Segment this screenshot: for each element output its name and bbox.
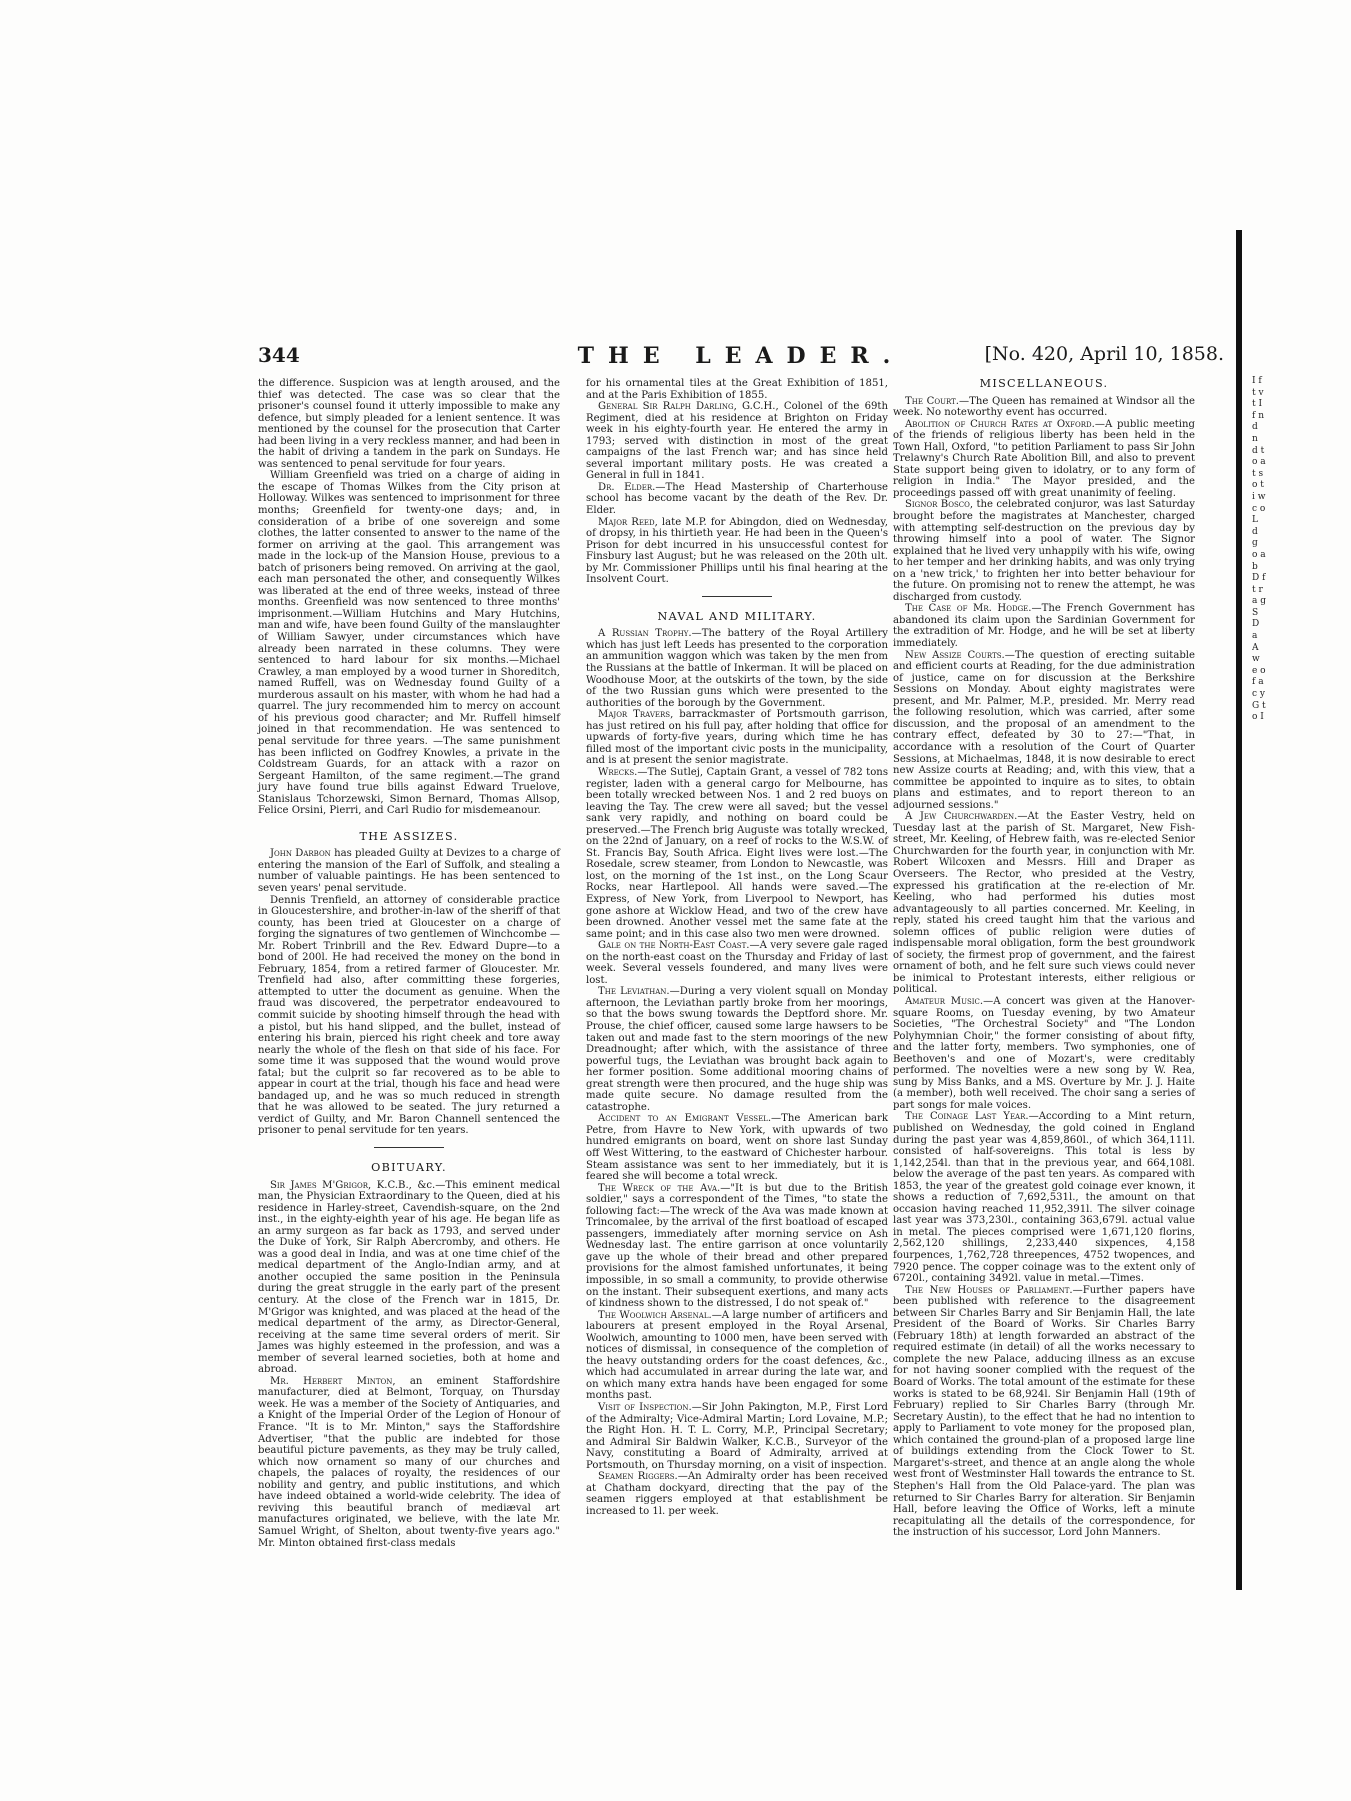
paragraph-body: barrackmaster of Portsmouth garrison, has just retired on his full pay, after holding that office for upwards of forty-five years, during which time he has filled most of the important civic posts in the municipality, and is at present the senior magistrate. — [586, 709, 888, 767]
lead-in: Accident to an Emigrant Vessel. — [598, 1113, 772, 1125]
paragraph-body: —The Queen has remained at Windsor all the week. No noteworthy event has occurred. — [893, 395, 1195, 419]
article-paragraph — [893, 650, 1195, 812]
lead-in: The Wreck of the Ava. — [598, 1182, 721, 1194]
section-divider — [702, 596, 772, 597]
section-heading-assizes: THE ASSIZES. — [359, 829, 459, 843]
lead-in: New Assize Courts. — [905, 649, 1005, 661]
article-paragraph: Dennis Trenfield, an attorney of considerable practice in Gloucestershire, and brother-in-law of the sheriff of that county, has been tried at Gloucester on a charge of forging the signatures of two gentlemen of Winchcombe —Mr. Robert Trinbrill and the Rev. Edward Dupre—to a bond of 200l. He had received the money on the bond in February, 1854, from a retired farmer of Gloucester. Mr. Trenfield had also, after committing these forgeries, attempted to utter the document as genuine. When the fraud was discovered, the perpetrator endeavoured to commit suicide by shooting himself through the head with a pistol, but his hand slipped, and the bullet, instead of entering his brain, pierced his right cheek and tore away nearly the whole of the flesh on that side of his face. For some time it was supposed that the wound would prove fatal; but the culprit so far recovered as to be able to appear in court at the trial, though his face and head were bandaged up, and he was so much reduced in strength that he was allowed to be seated. The jury returned a verdict of Guilty, and Mr. Baron Channell sentenced the prisoner to penal servitude for ten years. — [258, 894, 560, 1137]
lead-in: A Jew Churchwarden. — [905, 811, 1018, 823]
article-paragraph — [586, 1402, 888, 1471]
lead-in: The Case of Mr. Hodge. — [905, 603, 1032, 615]
paragraph-body: Colonel of the 69th Regiment, died at his residence at Brighton on Friday week in his eighty-fourth year. He entered the army in 1793; served with distinction in most of the great campaigns of the last French war; and has since held several important military posts. He was created a General in full in 1841. — [586, 401, 888, 482]
paragraph-body: an eminent Staffordshire manufacturer, died at Belmont, Torquay, on Thursday week. He was a member of the Society of Antiquaries, and a Knight of the Imperial Order of the Legion of Honour of France. "It is to Mr. Minton," says the Staffordshire Advertiser, "that the public are indebted for those beautiful picture pavements, as they may be truly called, which now ornament so many of our churches and chapels, the palaces of royalty, the residences of our nobility and gentry, and public institutions, and which have indeed obtained a world-wide celebrity. The idea of reviving this beautiful branch of mediæval art manufactures originated, we believe, with the late Mr. Samuel Wright, of Shelton, about twenty-five years ago." Mr. Minton obtained first-class medals — [258, 1375, 560, 1549]
article-paragraph — [258, 848, 560, 894]
paragraph-body: has pleaded Guilty at Devizes to a charge of entering the mansion of the Earl of Suffolk, and stealing a number of valuable paintings. He has been sentenced to seven years' penal servitude. — [258, 848, 560, 894]
column-2 — [586, 378, 888, 1801]
lead-in: The Court. — [905, 395, 959, 407]
masthead-title: THE LEADER. — [577, 343, 905, 369]
lead-in: Major Travers, — [598, 709, 674, 721]
article-paragraph — [893, 499, 1195, 603]
paragraph-body: —A concert was given at the Hanover-square Rooms, on Tuesday evening, by two Amateur Societies, "The Orchestral Society" and "The London Polyhymnian Choir," the former consisting of about fifty, and the latter forty, members. Two symphonies, one of Beethoven's and one of Mozart's, were creditably performed. The novelties were a new song by W. Rea, sung by Miss Banks, and a MS. Overture by Mr. J. J. Haite (a member), both well received. The choir sang a series of part songs for male voices. — [893, 995, 1195, 1111]
lead-in: Signor Bosco, — [905, 499, 974, 511]
lead-in: The Leviathan. — [598, 986, 670, 998]
article-paragraph — [586, 628, 888, 709]
lead-in: Visit of Inspection. — [598, 1402, 692, 1414]
paragraph-body: the celebrated conjuror, was last Saturday brought before the magistrates at Manchester, charged with attempting self-destruction on the previous day by throwing himself into a pool of water. The Signor explained that he lived very unhappily with his wife, owing to her temper and her drinking habits, and was only trying on a 'new trick,' to frighten her into better behaviour for the future. On promising not to renew the attempt, he was discharged from custody. — [893, 499, 1195, 603]
lead-in: The Coinage Last Year. — [905, 1111, 1029, 1123]
paragraph-body: —A large number of artificers and labourers at present employed in the Royal Arsenal, Woolwich, amounting to 1000 men, have been served with notices of dismissal, in consequence of the completion of the heavy outstanding orders for the coast defences, &c., which had accumulated in arrear during the late war, and on which many extra hands have been engaged for some months past. — [586, 1309, 888, 1402]
paragraph-body: —The Head Mastership of Charterhouse school has become vacant by the death of the Rev. Dr. Elder. — [586, 481, 888, 517]
lead-in: Dr. Elder. — [598, 481, 656, 493]
lead-in: Amateur Music. — [905, 995, 984, 1007]
lead-in: Major Reed, — [598, 516, 658, 528]
article-paragraph — [586, 1471, 888, 1517]
paragraph-body: —An Admiralty order has been received at Chatham dockyard, directing that the pay of the seamen riggers employed at that establishment be increased to 1l. per week. — [586, 1471, 889, 1517]
page-number: 344 — [258, 343, 300, 367]
paragraph-body: —During a very violent squall on Monday afternoon, the Leviathan partly broke from her moorings, so that the bows swung towards the Deptford shore. Mr. Prouse, the chief officer, caused some large hawsers to be taken out and made fast to the stern moorings of the new Dreadnought; after which, with the assistance of three powerful tugs, the Leviathan was brought back again to her former position. Some additional mooring chains of great strength were then procured, and the huge ship was made quite secure. No damage resulted from the catastrophe. — [586, 986, 889, 1113]
adjacent-page-fragment: I f t v t I f n d n d t o a t s o t i w c o L d g o a b D f t r a g S D a A w e o f a c y G t o I — [1252, 376, 1266, 723]
paragraph-body: —The battery of the Royal Artillery which has just left Leeds has presented to the corporation an ammunition waggon which was taken by the men from the Russians at the battle of Inkerman. It will be placed on Woodhouse Moor, at the outskirts of the town, by the side of the two Russian guns which were presented to the authorities of the borough by the Government. — [586, 628, 888, 709]
article-paragraph — [586, 709, 888, 767]
paragraph-body: —Sir John Pakington, M.P., First Lord of the Admiralty; Vice-Admiral Martin; Lord Lovaine, M.P.; the Right Hon. H. T. L. Corry, M.P., Principal Secretary; and Admiral Sir Baldwin Walker, K.C.B., Surveyor of the Navy, constituting a Board of Admiralty, arrived at Portsmouth, on Thursday morning, on a visit of inspection. — [586, 1402, 888, 1471]
article-paragraph — [893, 1111, 1195, 1284]
paragraph-body: —A public meeting of the friends of religious liberty has been held in the Town Hall, Oxford, "to petition Parliament to pass Sir John Trelawny's Church Rate Abolition Bill, and also to prevent State support being given to idolatry, or to any form of religion in India." The Mayor presided, and the proceedings passed off with great unanimity of feeling. — [893, 418, 1195, 499]
lead-in: The New Houses of Parliament. — [905, 1284, 1073, 1296]
lead-in: A Russian Trophy. — [598, 628, 692, 640]
paragraph-body: —The American bark Petre, from Havre to New York, with upwards of two hundred emigrants on board, went on shore last Sunday off West Wittering, to the eastward of Chichester harbour. Steam assistance was sent to her immediately, but it is feared she will become a total wreck. — [586, 1113, 888, 1183]
binding-edge — [1236, 230, 1242, 1590]
section-heading-naval: NAVAL AND MILITARY. — [657, 609, 817, 623]
lead-in: The Woolwich Arsenal. — [598, 1309, 712, 1321]
paragraph-body: —"It is but due to the British soldier," says a correspondent of the Times, "to state the following fact:—The wreck of the Ava was made known at Trincomalee, by the arrival of the first boatload of escaped passengers, immediately after morning service on Ash Wednesday last. The entire garrison at once voluntarily gave up the whole of their bread and other prepared provisions for the almost famished unfortunates, it being impossible, in so small a community, to provide otherwise on the instant. Their subsequent exertions, and many acts of kindness shown to the distressed, I do not speak of." — [586, 1182, 889, 1310]
paragraph-body: —The Sutlej, Captain Grant, a vessel of 782 tons register, laden with a general cargo for Melbourne, has been totally wrecked between Nos. 1 and 2 red buoys on leaving the Tay. The crew were all saved; but the vessel sank very rapidly, and nothing on board could be preserved.—The French brig Auguste was totally wrecked, on the 22nd of January, on a reef of rocks to the W.S.W. of St. Francis Bay, South Africa. Eight lives were lost.—The Rosedale, screw steamer, from London to Newcastle, was lost, on the morning of the 1st inst., on the Long Scaur Rocks, near Hartlepool. All hands were saved.—The Express, of New York, from Liverpool to Newport, has gone ashore at Wicklow Head, and two of the crew have been drowned. Another vessel met the same fate at the same point; and in this case also two men were drowned. — [586, 766, 888, 940]
column-3 — [893, 378, 1195, 1801]
paragraph-body: —A very severe gale raged on the north-east coast on the Thursday and Friday of last week. Several vessels foundered, and many lives were lost. — [586, 940, 888, 986]
article-paragraph — [893, 419, 1195, 500]
paragraph-body: late M.P. for Abingdon, died on Wednesday, of dropsy, in his thirtieth year. He had been in the Queen's Prison for debt incurred in his unsuccessful contest for Finsbury last August; but he was released on the 20th ult. by Mr. Commissioner Phillips until his final hearing at the Insolvent Court. — [586, 516, 888, 586]
article-paragraph — [893, 996, 1195, 1111]
article-paragraph — [586, 517, 888, 586]
article-paragraph: the difference. Suspicion was at length aroused, and the thief was detected. The case was so clear that the prisoner's counsel found it utterly impossible to make any defence, but simply pleaded for a lenient sentence. It was mentioned by the counsel for the prosecution that Carter had been living in a very reckless manner, and had been in the habit of driving a tandem in the park on Sundays. He was sentenced to penal servitude for four years. — [258, 378, 560, 470]
article-paragraph — [586, 401, 888, 482]
lead-in: John Darbon — [270, 848, 331, 860]
lead-in: Seamen Riggers. — [598, 1471, 678, 1483]
article-paragraph — [586, 1183, 888, 1310]
article-paragraph — [893, 396, 1195, 419]
paragraph-body: —The French Government has abandoned its claim upon the Sardinian Government for the extradition of Mr. Hodge, and he will be set at liberty immediately. — [893, 603, 1195, 650]
article-paragraph — [893, 811, 1195, 996]
issue-line: [No. 420, April 10, 1858. — [984, 343, 1224, 365]
article-paragraph — [258, 1180, 560, 1376]
paragraph-body: —At the Easter Vestry, held on Tuesday last at the parish of St. Margaret, New Fish-street, Mr. Keeling, of Hebrew faith, was re-elected Senior Churchwarden for the fourth year, in conjunction with Mr. Robert Wilcoxen and Messrs. Hill and Draper as Overseers. The Rector, who presided at the Vestry, expressed his gratification at the re-election of Mr. Keeling, who had performed his duties most advantageously to all parties concerned. Mr. Keeling, in reply, stated his creed taught him that the various and solemn offices of public religion were duties of indispensable moral obligation, form the best groundwork of society, the firmest prop of government, and the fairest ornament of both, and he felt sure such views could never be inimical to Protestant interests, either religious or political. — [893, 811, 1195, 996]
column-1 — [258, 378, 560, 1801]
paragraph-body: —The question of erecting suitable and efficient courts at Reading, for the due administration of justice, came on for discussion at the Berkshire Sessions on Monday. About eighty magistrates were present, and Mr. Palmer, M.P., presided. Mr. Merry read the following resolution, which was carried, after some discussion, and the proposal of an amendment to the contrary effect, defeated by 30 to 27:—"That, in accordance with a resolution of the Court of Quarter Sessions, at Michaelmas, 1848, it is now desirable to erect new Assize courts at Reading; and, with this view, that a committee be appointed to inquire as to sites, to obtain plans and estimates, and to report thereon to an adjourned sessions." — [893, 649, 1196, 811]
paragraph-body: —According to a Mint return, published on Wednesday, the gold coined in England during the past year was 4,859,860l., of which 364,111l. consisted of half-sovereigns. This total is less by 1,142,254l. than that in the previous year, and 664,108l. below the average of the past ten years. As compared with 1853, the year of the greatest gold coinage ever known, it shows a reduction of 7,692,531l., the amount on that occasion having reached 11,952,391l. The silver coinage last year was 373,230l., containing 363,679l. actual value in metal. The pieces comprised were 1,671,120 florins, 2,562,120 shillings, 2,233,440 sixpences, 4,158 fourpences, 1,762,728 threepences, 4752 twopences, and 7920 pence. The copper coinage was to the extent only of 6720l., containing 3492l. value in metal.—Times. — [893, 1111, 1195, 1285]
article-paragraph: for his ornamental tiles at the Great Exhibition of 1851, and at the Paris Exhibition of 1855. — [586, 378, 888, 401]
article-paragraph: William Greenfield was tried on a charge of aiding in the escape of Thomas Wilkes from the City prison at Holloway. Wilkes was sentenced to imprisonment for three months; Greenfield for twenty-one days; and, in consideration of a bribe of one sovereign and some clothes, the latter consented to answer to the name of the former on arriving at the gaol. This arrangement was made in the lock-up of the Mansion House, previous to a batch of prisoners being removed. On arriving at the gaol, each man personated the other, and consequently Wilkes was liberated at the end of three weeks, instead of three months. Greenfield was now sentenced to three months' imprisonment.—William Hutchins and Mary Hutchins, man and wife, have been found Guilty of the manslaughter of William Sawyer, under circumstances which have already been narrated in these columns. They were sentenced to hard labour for six months.—Michael Crawley, a man employed by a wood turner in Shoreditch, named Ruffell, was on Wednesday found Guilty of a murderous assault on his master, with whom he had had a quarrel. The jury recommended him to mercy on account of his previous good character; and Mr. Ruffell himself joined in that recommendation. He was sentenced to penal servitude for three years. —The same punishment has been inflicted on Godfrey Knowles, a private in the Coldstream Guards, for an attack with a razor on Sergeant Hamilton, of the same regiment.—The grand jury have found true bills against Edward Truelove, Stanislaus Tchorzewski, Simon Bernard, Thomas Allsop, Felice Orsini, Pierri, and Carl Rudio for misdemeanour. — [258, 470, 560, 817]
lead-in: Gale on the North-East Coast. — [598, 940, 750, 952]
article-paragraph — [893, 1285, 1195, 1539]
lead-in: General Sir Ralph Darling, G.C.H., — [598, 401, 779, 413]
paragraph-body: &c.—This eminent medical man, the Physician Extraordinary to the Queen, died at his residence in Harley-street, Cavendish-square, on the 2nd inst., in the eighty-eighth year of his age. He began life as an army surgeon as far back as 1793, and served under the Duke of York, Sir Ralph Abercromby, and others. He was a good deal in India, and was at one time chief of the medical department of the Anglo-Indian army, and at another occupied the same position in the Peninsula during the great struggle in the early part of the present century. At the close of the French war in 1815, Dr. M'Grigor was knighted, and was placed at the head of the medical department of the army, as Director-General, receiving at the same time several orders of merit. Sir James was highly esteemed in the profession, and was a member of several learned societies, both at home and abroad. — [258, 1179, 560, 1376]
article-paragraph — [586, 482, 888, 517]
page-header — [258, 343, 1224, 373]
article-paragraph — [586, 1310, 888, 1402]
paragraph-body: —Further papers have been published with reference to the disagreement between Sir Charles Barry and Sir Benjamin Hall, the late President of the Board of Works. Sir Charles Barry (February 18th) at length forwarded an abstract of the required estimate (in detail) of all the works necessary to complete the new Palace, adducing illness as an excuse for not having sooner complied with the request of the Board of Works. The total amount of the estimate for these works is stated to be 68,924l. Sir Benjamin Hall (19th of February) replied to Sir Charles Barry (through Mr. Secretary Austin), to the effect that he had no intention to apply to Parliament to vote money for the proposed plan, which contained the ground-plan of a proposed large line of buildings extending from the Clock Tower to St. Margaret's-street, and thence at an angle along the whole west front of Westminster Hall towards the entrance to St. Stephen's Hall from the Old Palace-yard. The plan was returned to Sir Charles Barry for alteration. Sir Benjamin Hall, before leaving the Office of Works, left a minute recapitulating all the details of the correspondence, for the instruction of his successor, Lord John Manners. — [893, 1284, 1195, 1539]
lead-in: Sir James M'Grigor, K.C.B., — [270, 1179, 412, 1191]
article-paragraph — [586, 767, 888, 940]
article-paragraph — [586, 940, 888, 986]
article-paragraph — [586, 1113, 888, 1182]
article-paragraph — [258, 1376, 560, 1549]
lead-in: Wrecks. — [598, 766, 638, 778]
lead-in: Mr. Herbert Minton, — [270, 1375, 396, 1387]
section-heading-miscellaneous: MISCELLANEOUS. — [979, 377, 1109, 390]
section-divider — [374, 1147, 444, 1148]
article-paragraph — [893, 603, 1195, 649]
section-heading-obituary: OBITUARY. — [371, 1161, 447, 1174]
lead-in: Abolition of Church Rates at Oxford. — [905, 418, 1095, 430]
article-paragraph — [586, 986, 888, 1113]
